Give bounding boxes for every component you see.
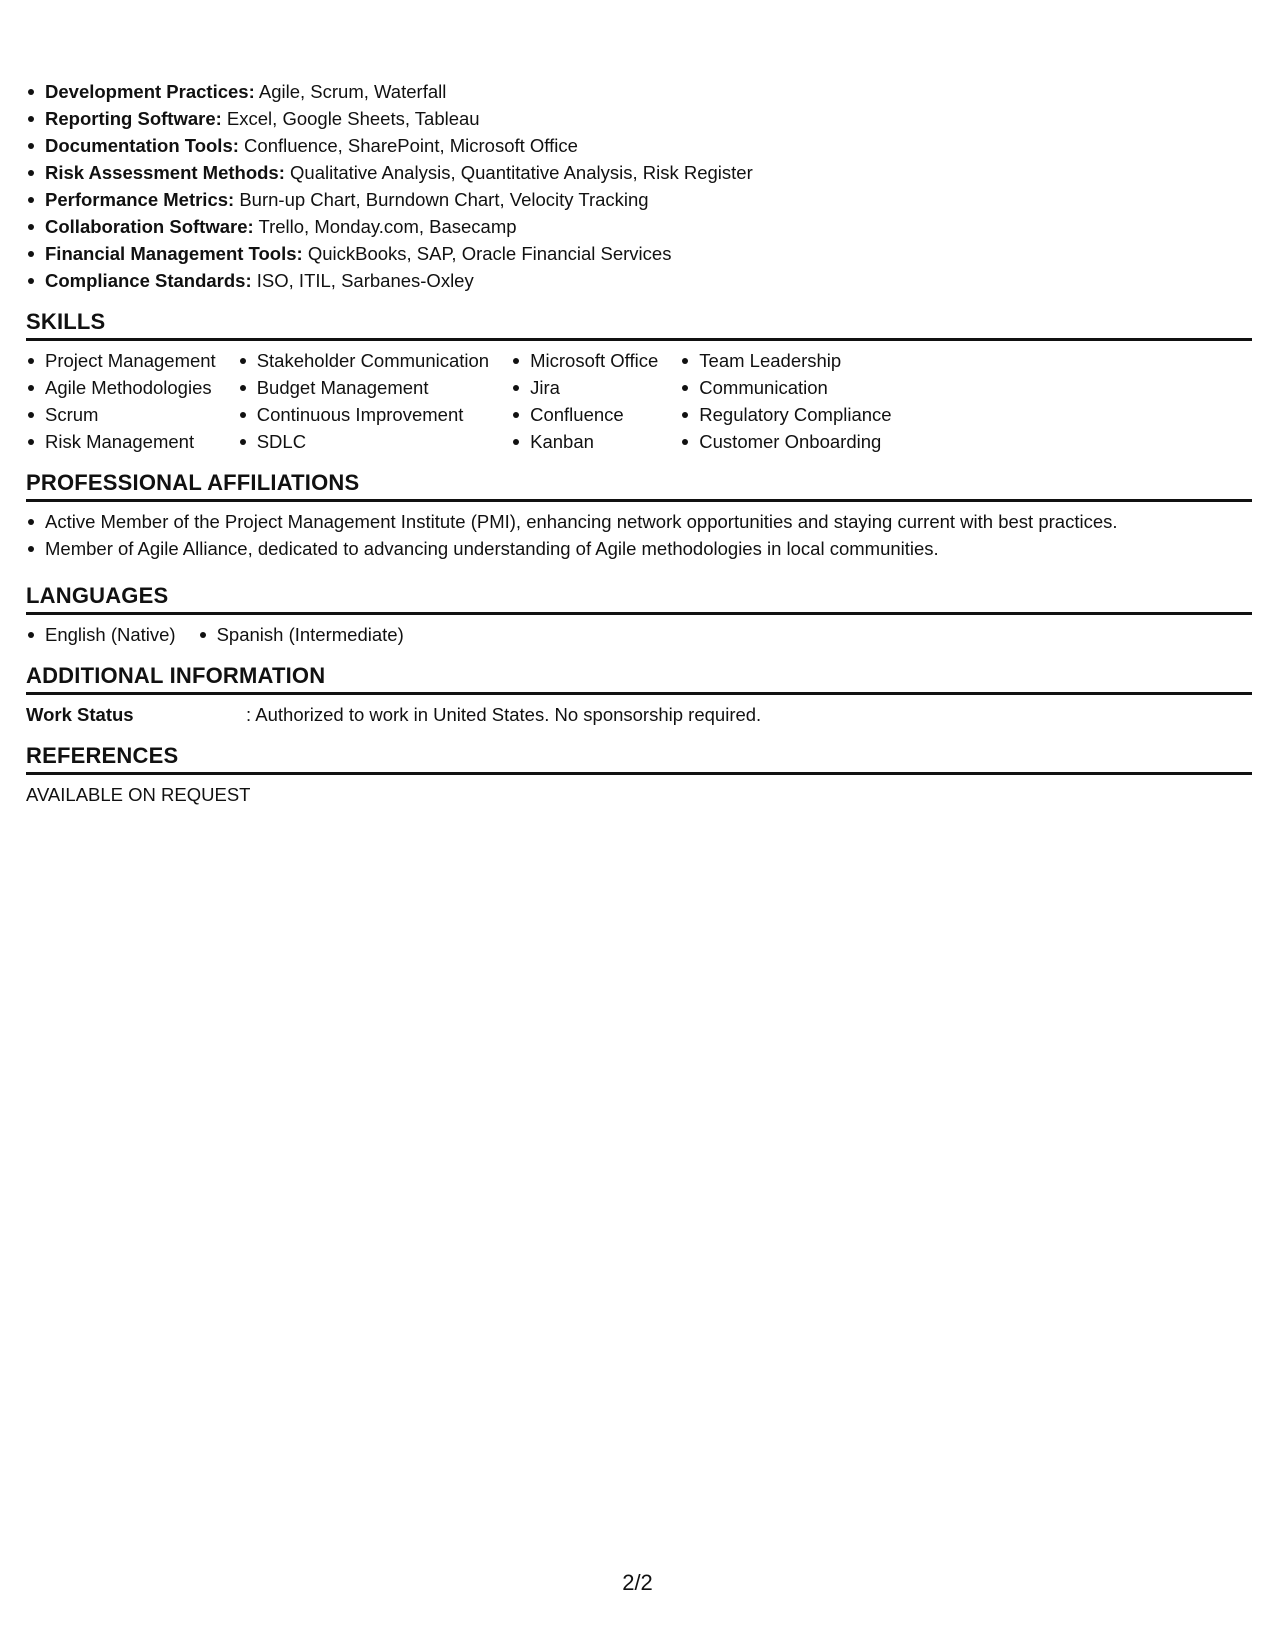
skill-item: Confluence: [511, 401, 658, 428]
skill-item: Stakeholder Communication: [238, 347, 489, 374]
tools-item: Reporting Software: Excel, Google Sheets, Tableau: [26, 105, 1252, 132]
language-item: Spanish (Intermediate): [198, 621, 404, 648]
languages-list: [26, 621, 1252, 648]
section-divider: [26, 499, 1252, 502]
skill-item: Scrum: [26, 401, 216, 428]
affiliations-list: [26, 508, 1252, 562]
skill-item: Team Leadership: [680, 347, 891, 374]
skills-grid: [26, 347, 1252, 455]
skills-column: [511, 347, 658, 455]
skill-item: Microsoft Office: [511, 347, 658, 374]
page-number: 2/2: [622, 1570, 653, 1595]
section-divider: [26, 772, 1252, 775]
skill-item: Regulatory Compliance: [680, 401, 891, 428]
skills-column: [26, 347, 216, 455]
resume-page: [26, 78, 1252, 808]
section-title: ADDITIONAL INFORMATION: [26, 663, 326, 688]
tools-item: Documentation Tools: Confluence, SharePoint, Microsoft Office: [26, 132, 1252, 159]
section-title: PROFESSIONAL AFFILIATIONS: [26, 470, 360, 495]
affiliation-item: Member of Agile Alliance, dedicated to advancing understanding of Agile methodologies in local communities.: [26, 535, 1252, 562]
tools-item: Development Practices: Agile, Scrum, Waterfall: [26, 78, 1252, 105]
languages-section: [26, 583, 1252, 615]
skill-item: Budget Management: [238, 374, 489, 401]
section-title: SKILLS: [26, 309, 106, 334]
tools-list: [26, 78, 1252, 294]
skills-column: [680, 347, 891, 455]
tools-item: Performance Metrics: Burn-up Chart, Burndown Chart, Velocity Tracking: [26, 186, 1252, 213]
skill-item: SDLC: [238, 428, 489, 455]
skill-item: Continuous Improvement: [238, 401, 489, 428]
skill-item: Project Management: [26, 347, 216, 374]
section-title: LANGUAGES: [26, 583, 169, 608]
section-title: REFERENCES: [26, 743, 179, 768]
tools-item: Financial Management Tools: QuickBooks, SAP, Oracle Financial Services: [26, 240, 1252, 267]
skill-item: Kanban: [511, 428, 658, 455]
tools-item: Collaboration Software: Trello, Monday.com, Basecamp: [26, 213, 1252, 240]
section-divider: [26, 692, 1252, 695]
section-divider: [26, 612, 1252, 615]
affiliation-item: Active Member of the Project Management Institute (PMI), enhancing network opportunities and staying current with best practices.: [26, 508, 1252, 535]
references-text: AVAILABLE ON REQUEST: [26, 784, 251, 805]
skill-item: Customer Onboarding: [680, 428, 891, 455]
references-section: [26, 743, 1252, 775]
work-status-value: : Authorized to work in United States. No sponsorship required.: [246, 704, 762, 725]
skills-column: [238, 347, 489, 455]
section-divider: [26, 338, 1252, 341]
tools-item: Risk Assessment Methods: Qualitative Analysis, Quantitative Analysis, Risk Register: [26, 159, 1252, 186]
work-status-row: [26, 701, 1252, 728]
work-status-label: Work Status: [26, 704, 134, 725]
tools-item: Compliance Standards: ISO, ITIL, Sarbanes-Oxley: [26, 267, 1252, 294]
affiliations-section: [26, 470, 1252, 502]
skills-section: [26, 309, 1252, 341]
additional-info-section: [26, 663, 1252, 695]
language-item: English (Native): [26, 621, 176, 648]
skill-item: Jira: [511, 374, 658, 401]
skill-item: Risk Management: [26, 428, 216, 455]
skill-item: Agile Methodologies: [26, 374, 216, 401]
skill-item: Communication: [680, 374, 891, 401]
